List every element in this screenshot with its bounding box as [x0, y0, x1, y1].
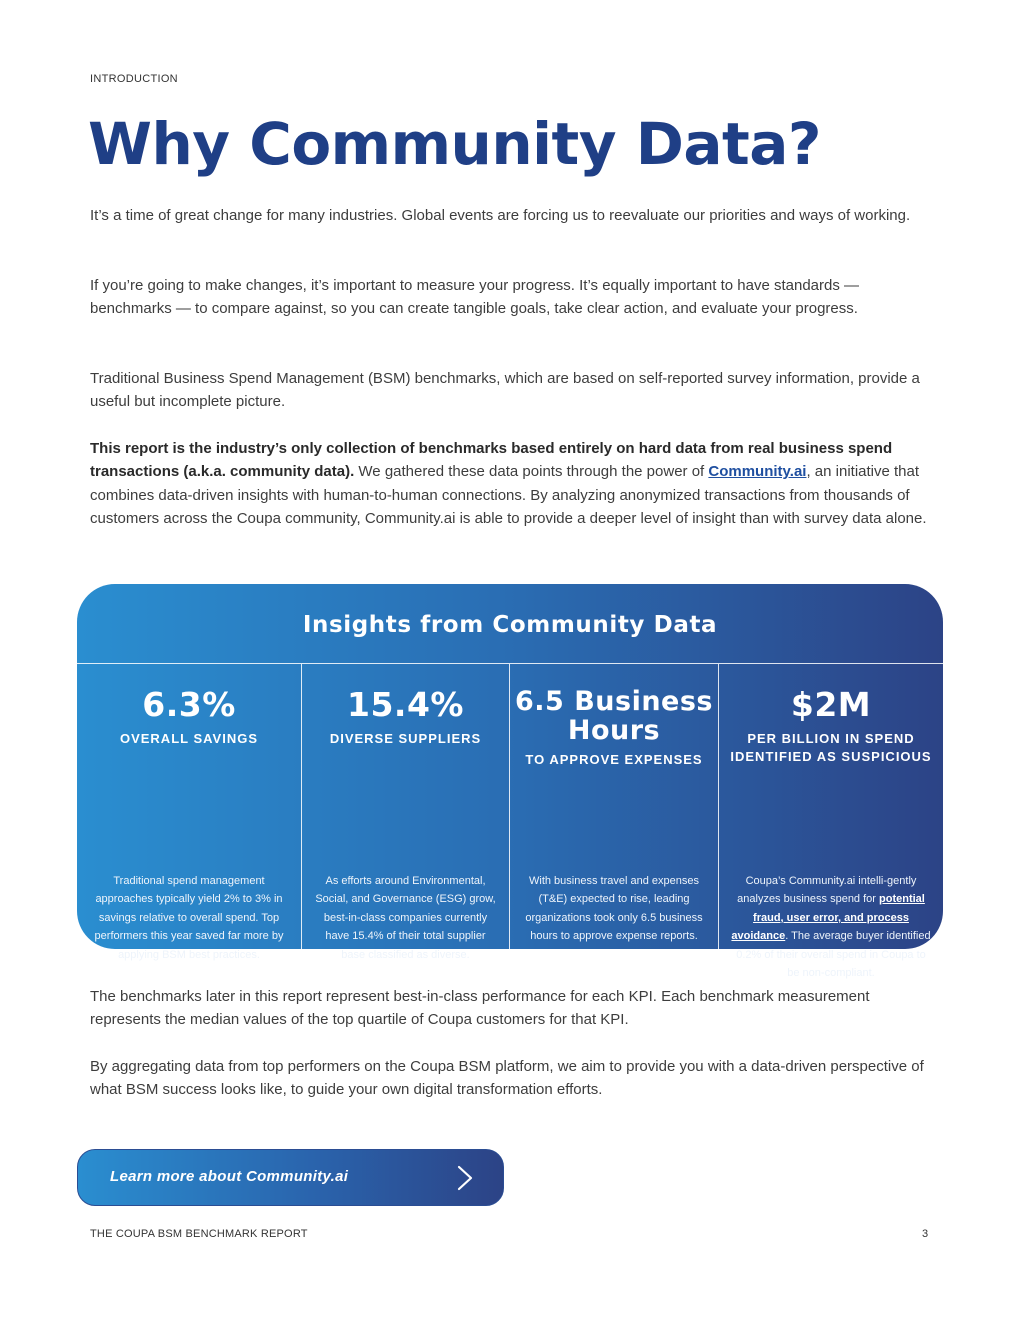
stat-expense-approval [510, 664, 719, 949]
footer-report-title: THE COUPA BSM BENCHMARK REPORT [90, 1228, 308, 1240]
stat-label: PER BILLION IN SPEND IDENTIFIED AS SUSPICIOUS [730, 731, 932, 764]
section-label: INTRODUCTION [90, 73, 178, 85]
page-number: 3 [922, 1228, 929, 1240]
stat-value: $2M [790, 685, 872, 724]
stat-description: Traditional spend management approaches typically yield 2% to 3% in savings relative to overall spend. Top performers this year saved far more by applying BSM best practices. [94, 875, 284, 961]
page-title: Why Community Data? [88, 110, 822, 178]
stat-value: 6.5 Business Hours [514, 686, 714, 746]
fraud-link[interactable]: potential fraud, user error, and process avoidance [731, 893, 925, 943]
stat-suspicious-spend [719, 664, 943, 980]
intro-paragraph-4-text-end: , an initiative that combines data-driven insights with human-to-human connections. By analyzing anonymized transactions from thousands of customers across the Coupa community, Community.ai is able to provide a deeper level of insight than with survey data alone. [90, 463, 927, 527]
stat-description-text: Coupa’s Community.ai intelli-gently analyzes business spend for [737, 875, 917, 906]
closing-paragraph-2: By aggregating data from top performers on the Coupa BSM platform, we aim to provide you with a data-driven perspective of what BSM success looks like, to guide your own digital transformation efforts. [90, 1058, 924, 1099]
learn-more-button[interactable] [77, 1149, 504, 1206]
stat-value: 15.4% [347, 685, 464, 724]
intro-paragraph-4 [90, 437, 940, 530]
chevron-right-icon [455, 1164, 475, 1192]
closing-paragraph-1: The benchmarks later in this report represent best-in-class performance for each KPI. Each benchmark measurement represents the median values of the top quartile of Coupa customers for that KPI. [90, 988, 870, 1029]
stat-description [719, 872, 943, 982]
stat-label: TO APPROVE EXPENSES [525, 752, 703, 767]
insights-panel-title: Insights from Community Data [302, 612, 718, 638]
insights-panel [77, 584, 943, 980]
stat-label: DIVERSE SUPPLIERS [329, 731, 482, 746]
stat-description: As efforts around Environmental, Social, and Governance (ESG) grow, best-in-class companies currently have 15.4% of their total supplier base classified as diverse. [315, 875, 496, 961]
stat-description-text-end: . The average buyer identified 0.2% of their overall spend in Coupa to be non-compliant. [736, 930, 931, 980]
intro-paragraph-4-text: We gathered these data points through the power of [354, 463, 709, 481]
learn-more-label: Learn more about Community.ai [110, 1168, 349, 1185]
stat-label: OVERALL SAVINGS [119, 731, 259, 746]
intro-paragraph-1: It’s a time of great change for many industries. Global events are forcing us to reevaluate our priorities and ways of working. [90, 207, 911, 224]
intro-paragraph-2: If you’re going to make changes, it’s important to measure your progress. It’s equally important to have standards — benchmarks — to compare against, so you can create tangible goals, take clear action, and evaluate your progress. [90, 277, 860, 318]
stat-value: 6.3% [142, 685, 236, 724]
intro-paragraph-3: Traditional Business Spend Management (BSM) benchmarks, which are based on self-reported survey information, provide a useful but incomplete picture. [90, 370, 920, 411]
stat-diverse-suppliers [302, 664, 510, 961]
community-ai-link[interactable]: Community.ai [708, 463, 807, 481]
stat-description: With business travel and expenses (T&E) expected to rise, leading organizations took only 6.5 business hours to approve expense reports. [525, 875, 703, 943]
intro-paragraph-4-bold: This report is the industry’s only collection of benchmarks based entirely on hard data from real business spend transactions (a.k.a. community data). [90, 440, 893, 481]
stat-overall-savings [77, 664, 302, 961]
